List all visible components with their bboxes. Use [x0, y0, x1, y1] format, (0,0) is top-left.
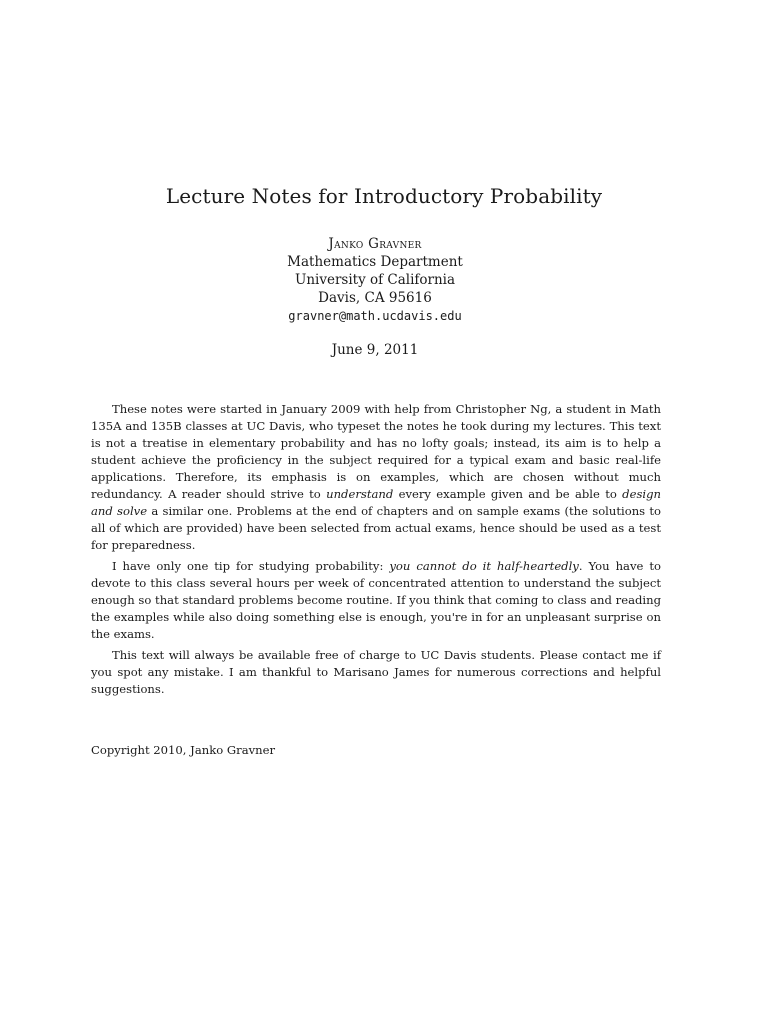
copyright-notice: Copyright 2010, Janko Gravner [91, 743, 276, 757]
document-title: Lecture Notes for Introductory Probability [165, 184, 603, 208]
emphasis-text: you cannot do it half-heartedly [389, 559, 579, 573]
preface-paragraph-2 [91, 558, 661, 643]
author-university: University of California [294, 272, 456, 288]
paragraph-text: a similar one. Problems at the end of chapters and on sample exams (the solutions to all of which are provided) have been selected from actual exams, hence should be used as a test for preparedness. [91, 504, 661, 552]
author-department: Mathematics Department [287, 254, 463, 270]
paragraph-text: . You have to devote to this class several hours per week of concentrated attention to understand the subject enough so that standard problems become routine. If you think that coming to class and reading the examples while also doing something else is enough, you're in for an unpleasant surprise on the exams. [91, 559, 661, 641]
preface-text [91, 401, 661, 702]
paragraph-text: every example given and be able to [393, 487, 623, 501]
emphasis-text: understand [326, 487, 394, 501]
paragraph-text: These notes were started in January 2009 with help from Christopher Ng, a student in Math 135A and 135B classes at UC Davis, who typeset the notes he took during my lectures. This text is not a treatise in elementary probability and has no lofty goals; instead, its aim is to help a student achieve the proficiency in the subject required for a typical exam and basic real-life applications. Therefore, its emphasis is on examples, which are chosen without much redundancy. A reader should strive to [91, 402, 661, 501]
author-name: Janko Gravner [328, 236, 422, 252]
paragraph-text: I have only one tip for studying probability: [112, 559, 390, 573]
emphasis-text: design and solve [91, 487, 661, 518]
preface-paragraph-3: This text will always be available free of charge to UC Davis students. Please contact me if you spot any mistake. I am thankful to Marisano James for numerous corrections and helpful suggestions. [91, 648, 661, 696]
author-location: Davis, CA 95616 [318, 290, 432, 306]
preface-paragraph-1 [91, 401, 661, 554]
author-email: gravner@math.ucdavis.edu [288, 309, 462, 323]
author-block [0, 235, 750, 325]
document-date: June 9, 2011 [331, 342, 419, 358]
